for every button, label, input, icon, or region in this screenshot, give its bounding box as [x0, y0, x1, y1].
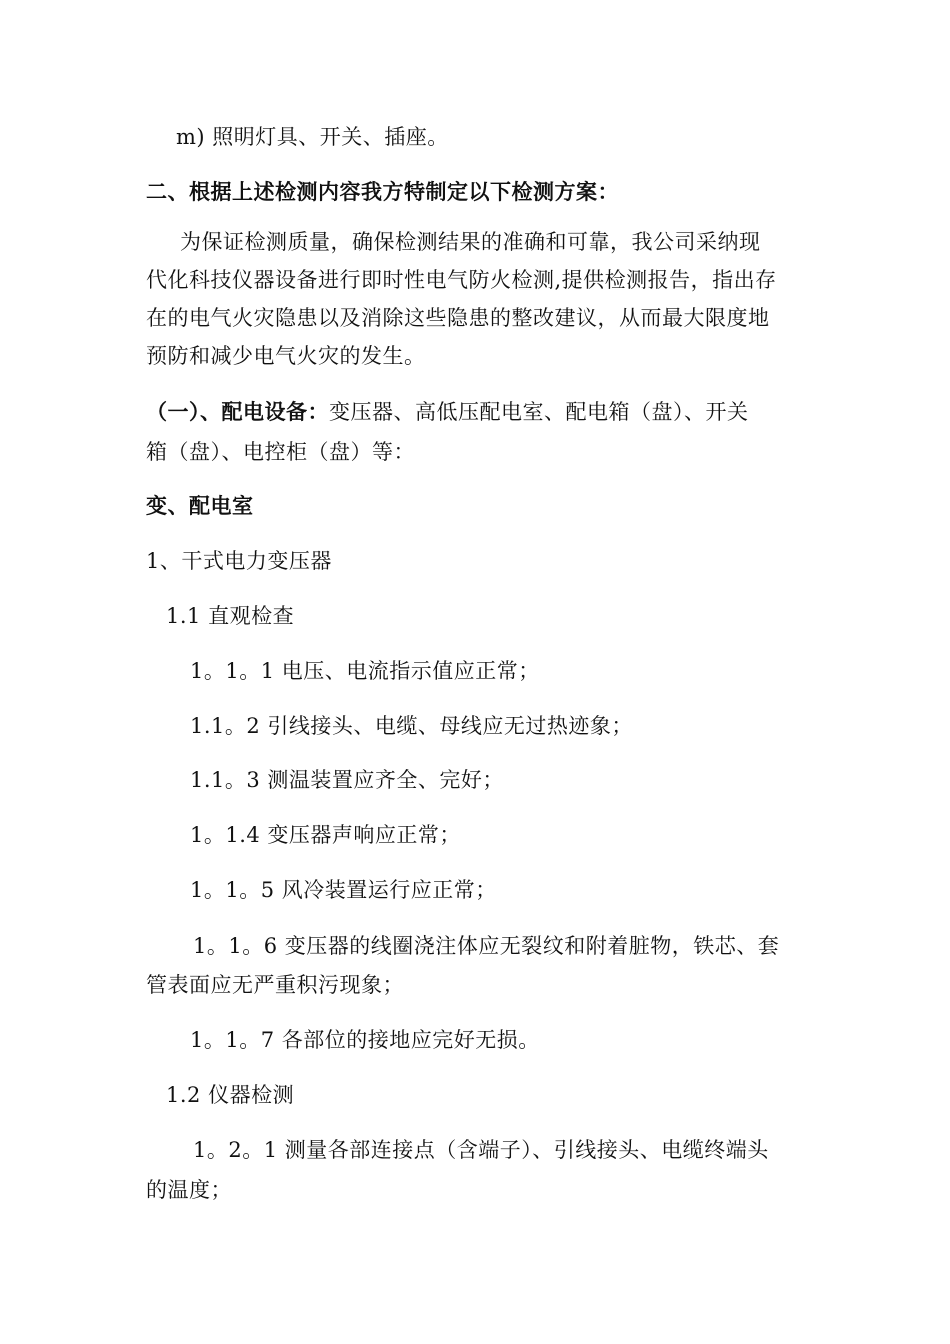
item-1-1-4: 1。1.4 变压器声响应正常； — [190, 823, 461, 847]
item-1-2: 1.2 仪器检测 — [166, 1083, 295, 1107]
item-1-2-1-line-1: 1。2。1 测量各部连接点（含端子）、引线接头、电缆终端头 — [193, 1138, 769, 1162]
section-1-line-1 — [146, 397, 808, 427]
item-1-1-1: 1。1。1 电压、电流指示值应正常； — [190, 659, 540, 683]
item-1-1-6-line-1: 1。1。6 变压器的线圈浇注体应无裂纹和附着脏物，铁芯、套 — [193, 934, 780, 958]
substation-heading: 变、配电室 — [146, 493, 254, 518]
item-1-1: 1.1 直观检查 — [166, 604, 295, 628]
list-item-m: m) 照明灯具、开关、插座。 — [176, 125, 449, 149]
item-1-1-7: 1。1。7 各部位的接地应完好无损。 — [190, 1028, 540, 1052]
intro-paragraph-line-1: 为保证检测质量，确保检测结果的准确和可靠，我公司采纳现 — [180, 230, 761, 254]
intro-paragraph-line-4: 预防和减少电气火灾的发生。 — [146, 344, 426, 368]
section-1-description: 变压器、高低压配电室、配电箱（盘）、开关 — [329, 400, 749, 424]
item-1-1-3: 1.1。3 测温装置应齐全、完好； — [190, 768, 504, 792]
section-1-title: （一）、配电设备： — [146, 399, 329, 424]
item-1: 1、干式电力变压器 — [146, 549, 332, 573]
item-1-1-2: 1.1。2 引线接头、电缆、母线应无过热迹象； — [190, 714, 633, 738]
intro-paragraph-line-2: 代化科技仪器设备进行即时性电气防火检测,提供检测报告，指出存 — [146, 268, 777, 292]
intro-paragraph-line-3: 在的电气火灾隐患以及消除这些隐患的整改建议，从而最大限度地 — [146, 306, 770, 330]
section-heading-2: 二、根据上述检测内容我方特制定以下检测方案： — [146, 179, 619, 204]
item-1-1-5: 1。1。5 风冷装置运行应正常； — [190, 878, 497, 902]
item-1-2-1-line-2: 的温度； — [146, 1178, 232, 1202]
item-1-1-6-line-2: 管表面应无严重积污现象； — [146, 973, 404, 997]
section-1-line-2: 箱（盘）、电控柜（盘）等： — [146, 440, 415, 464]
